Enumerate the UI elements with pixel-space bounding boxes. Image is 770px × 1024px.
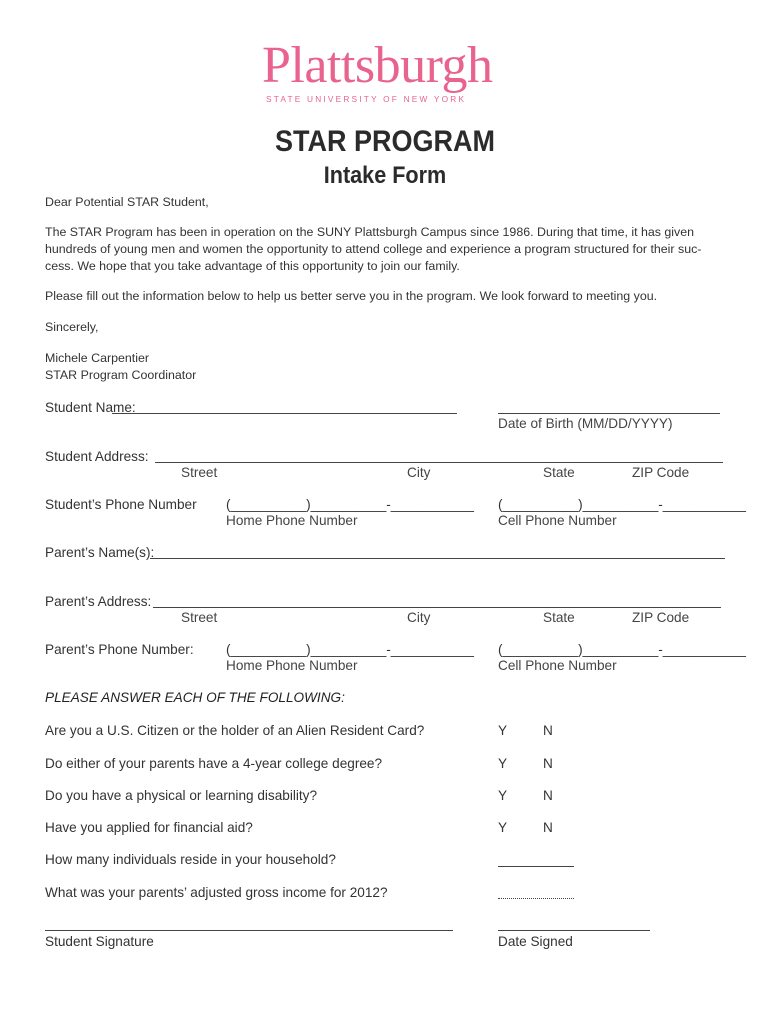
signer-name: Michele Carpentier	[45, 351, 149, 365]
zip-caption: ZIP Code	[632, 465, 690, 480]
intro-line-2: hundreds of young men and women the opportunity to attend college and experience a program structured for their suc-	[45, 242, 702, 256]
question-citizen: Are you a U.S. Citizen or the holder of an Alien Resident Card?	[45, 723, 425, 738]
question-household: How many individuals reside in your household?	[45, 852, 336, 867]
parent-address-field[interactable]	[153, 607, 721, 608]
question-parent-degree: Do either of your parents have a 4-year college degree?	[45, 756, 383, 771]
parent-home-phone-field[interactable]: (__________)__________-___________	[226, 642, 474, 657]
student-name-field[interactable]	[112, 413, 457, 414]
question-disability: Do you have a physical or learning disability?	[45, 788, 318, 803]
answer-no[interactable]: N	[543, 820, 553, 835]
household-field[interactable]	[498, 866, 574, 867]
answer-no[interactable]: N	[543, 788, 553, 803]
parent-cell-phone-caption: Cell Phone Number	[498, 658, 617, 673]
student-cell-phone-field[interactable]: (__________)__________-___________	[498, 497, 746, 512]
signer-title: STAR Program Coordinator	[45, 368, 197, 382]
answer-yes[interactable]: Y	[498, 820, 508, 835]
questions-heading: PLEASE ANSWER EACH OF THE FOLLOWING:	[45, 690, 345, 705]
closing: Sincerely,	[45, 320, 99, 334]
street-caption: Street	[181, 465, 218, 480]
parent-names-label: Parent’s Name(s):	[45, 545, 155, 560]
dob-caption: Date of Birth (MM/DD/YYYY)	[498, 416, 673, 431]
question-income: What was your parents’ adjusted gross income for 2012?	[45, 885, 388, 900]
dob-field[interactable]	[498, 413, 720, 414]
parent-cell-phone-field[interactable]: (__________)__________-___________	[498, 642, 746, 657]
income-field[interactable]	[498, 898, 574, 899]
student-signature-field[interactable]	[45, 930, 453, 931]
city-caption: City	[407, 465, 431, 480]
parent-state-caption: State	[543, 610, 575, 625]
home-phone-caption: Home Phone Number	[226, 513, 358, 528]
page-subtitle: Intake Form	[323, 162, 447, 189]
question-financial-aid: Have you applied for financial aid?	[45, 820, 253, 835]
greeting: Dear Potential STAR Student,	[45, 195, 209, 209]
logo-subtitle: STATE UNIVERSITY OF NEW YORK	[266, 94, 467, 104]
state-caption: State	[543, 465, 575, 480]
parent-city-caption: City	[407, 610, 431, 625]
intro-line-3: cess. We hope that you take advantage of this opportunity to join our family.	[45, 259, 460, 273]
student-address-label: Student Address:	[45, 449, 149, 464]
student-phone-label: Student’s Phone Number	[45, 497, 197, 512]
answer-yes[interactable]: Y	[498, 788, 508, 803]
parent-home-phone-caption: Home Phone Number	[226, 658, 358, 673]
date-signed-caption: Date Signed	[498, 934, 573, 949]
student-signature-caption: Student Signature	[45, 934, 154, 949]
parent-address-label: Parent’s Address:	[45, 594, 152, 609]
answer-yes[interactable]: Y	[498, 723, 508, 738]
student-name-label: Student Name:	[45, 400, 136, 415]
intro-line-1: The STAR Program has been in operation on the SUNY Plattsburgh Campus since 1986. During that time, it has given	[45, 225, 695, 239]
parent-names-field[interactable]	[150, 558, 725, 559]
plattsburgh-logo: Plattsburgh	[262, 37, 493, 94]
date-signed-field[interactable]	[498, 930, 650, 931]
answer-no[interactable]: N	[543, 756, 553, 771]
student-address-field[interactable]	[155, 462, 723, 463]
answer-no[interactable]: N	[543, 723, 553, 738]
page-title: STAR PROGRAM	[274, 125, 495, 158]
parent-zip-caption: ZIP Code	[632, 610, 690, 625]
parent-street-caption: Street	[181, 610, 218, 625]
answer-yes[interactable]: Y	[498, 756, 508, 771]
cell-phone-caption: Cell Phone Number	[498, 513, 617, 528]
student-home-phone-field[interactable]: (__________)__________-___________	[226, 497, 474, 512]
parent-phone-label: Parent’s Phone Number:	[45, 642, 194, 657]
instructions: Please fill out the information below to help us better serve you in the program. We look forward to meeting you.	[45, 289, 658, 303]
